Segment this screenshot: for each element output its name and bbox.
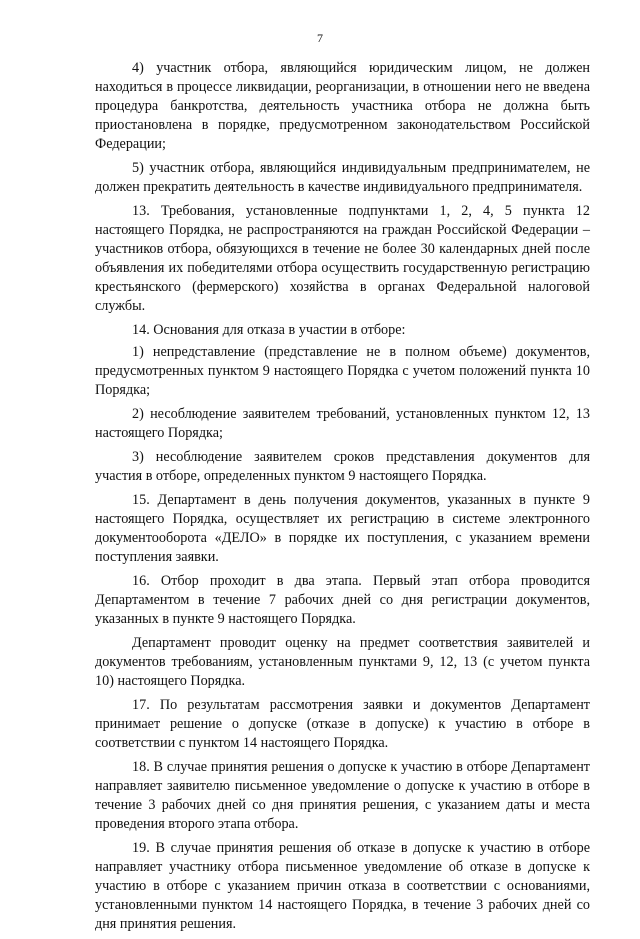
- paragraph-17: 17. По результатам рассмотрения заявки и документов Департамент принимает решение о допуске (отказе в допуске) к участию в отборе в соответствии с пунктом 14 настоящего Порядка.: [95, 697, 590, 751]
- paragraph-15: 15. Департамент в день получения документов, указанных в пункте 9 настоящего Порядка, осуществляет их регистрацию в системе электронного документооборота «ДЕЛО» в порядке их поступления, с указанием времени поступления заявки.: [95, 492, 590, 565]
- paragraph-14: 14. Основания для отказа в участии в отборе:: [132, 322, 406, 338]
- paragraph-14-item-2: 2) несоблюдение заявителем требований, установленных пунктом 12, 13 настоящего Порядка;: [95, 406, 590, 441]
- paragraph-14-item-1: 1) непредставление (представление не в полном объеме) документов, предусмотренных пунктом 9 настоящего Порядка с учетом положений пункта 10 Порядка;: [95, 344, 590, 398]
- paragraph-19: 19. В случае принятия решения об отказе в допуске к участию в отборе направляет участнику отбора письменное уведомление об отказе в допуске к участию в отборе с указанием причин отказа в соответствии с основаниями, установленными пунктом 14 настоящего Порядка, в течение 3 рабочих дней со дня принятия решения.: [95, 840, 590, 932]
- page-number: 7: [317, 31, 323, 45]
- paragraph-13: 13. Требования, установленные подпунктами 1, 2, 4, 5 пункта 12 настоящего Порядка, не распространяются на граждан Российской Федерации – участников отбора, обязующихся в течение не более 30 календарных дней после объявления их победителями отбора осуществить государственную регистрацию крестьянского (фермерского) хозяйства в органах Федеральной налоговой службы.: [95, 203, 590, 314]
- paragraph-item-4: 4) участник отбора, являющийся юридическим лицом, не должен находиться в процессе ликвидации, реорганизации, в отношении него не введена процедура банкротства, деятельность участника отбора не должна быть приостановлена в порядке, предусмотренном законодательством Российской Федерации;: [95, 60, 590, 152]
- paragraph-item-5: 5) участник отбора, являющийся индивидуальным предпринимателем, не должен прекратить деятельность в качестве индивидуального предпринимателя.: [95, 160, 590, 195]
- paragraph-14-item-3: 3) несоблюдение заявителем сроков представления документов для участия в отборе, определенных пунктом 9 настоящего Порядка.: [95, 449, 590, 484]
- paragraph-18: 18. В случае принятия решения о допуске к участию в отборе Департамент направляет заявителю письменное уведомление о допуске к участию в отборе в течение 3 рабочих дней со дня принятия решения, с указанием даты и места проведения второго этапа отбора.: [95, 759, 590, 832]
- document-body: [95, 59, 590, 939]
- paragraph-16-continued: Департамент проводит оценку на предмет соответствия заявителей и документов требованиям, установленным пунктами 9, 12, 13 (с учетом пункта 10) настоящего Порядка.: [95, 635, 590, 689]
- paragraph-16: 16. Отбор проходит в два этапа. Первый этап отбора проводится Департаментом в течение 7 рабочих дней со дня регистрации документов, указанных в пункте 9 настоящего Порядка.: [95, 573, 590, 627]
